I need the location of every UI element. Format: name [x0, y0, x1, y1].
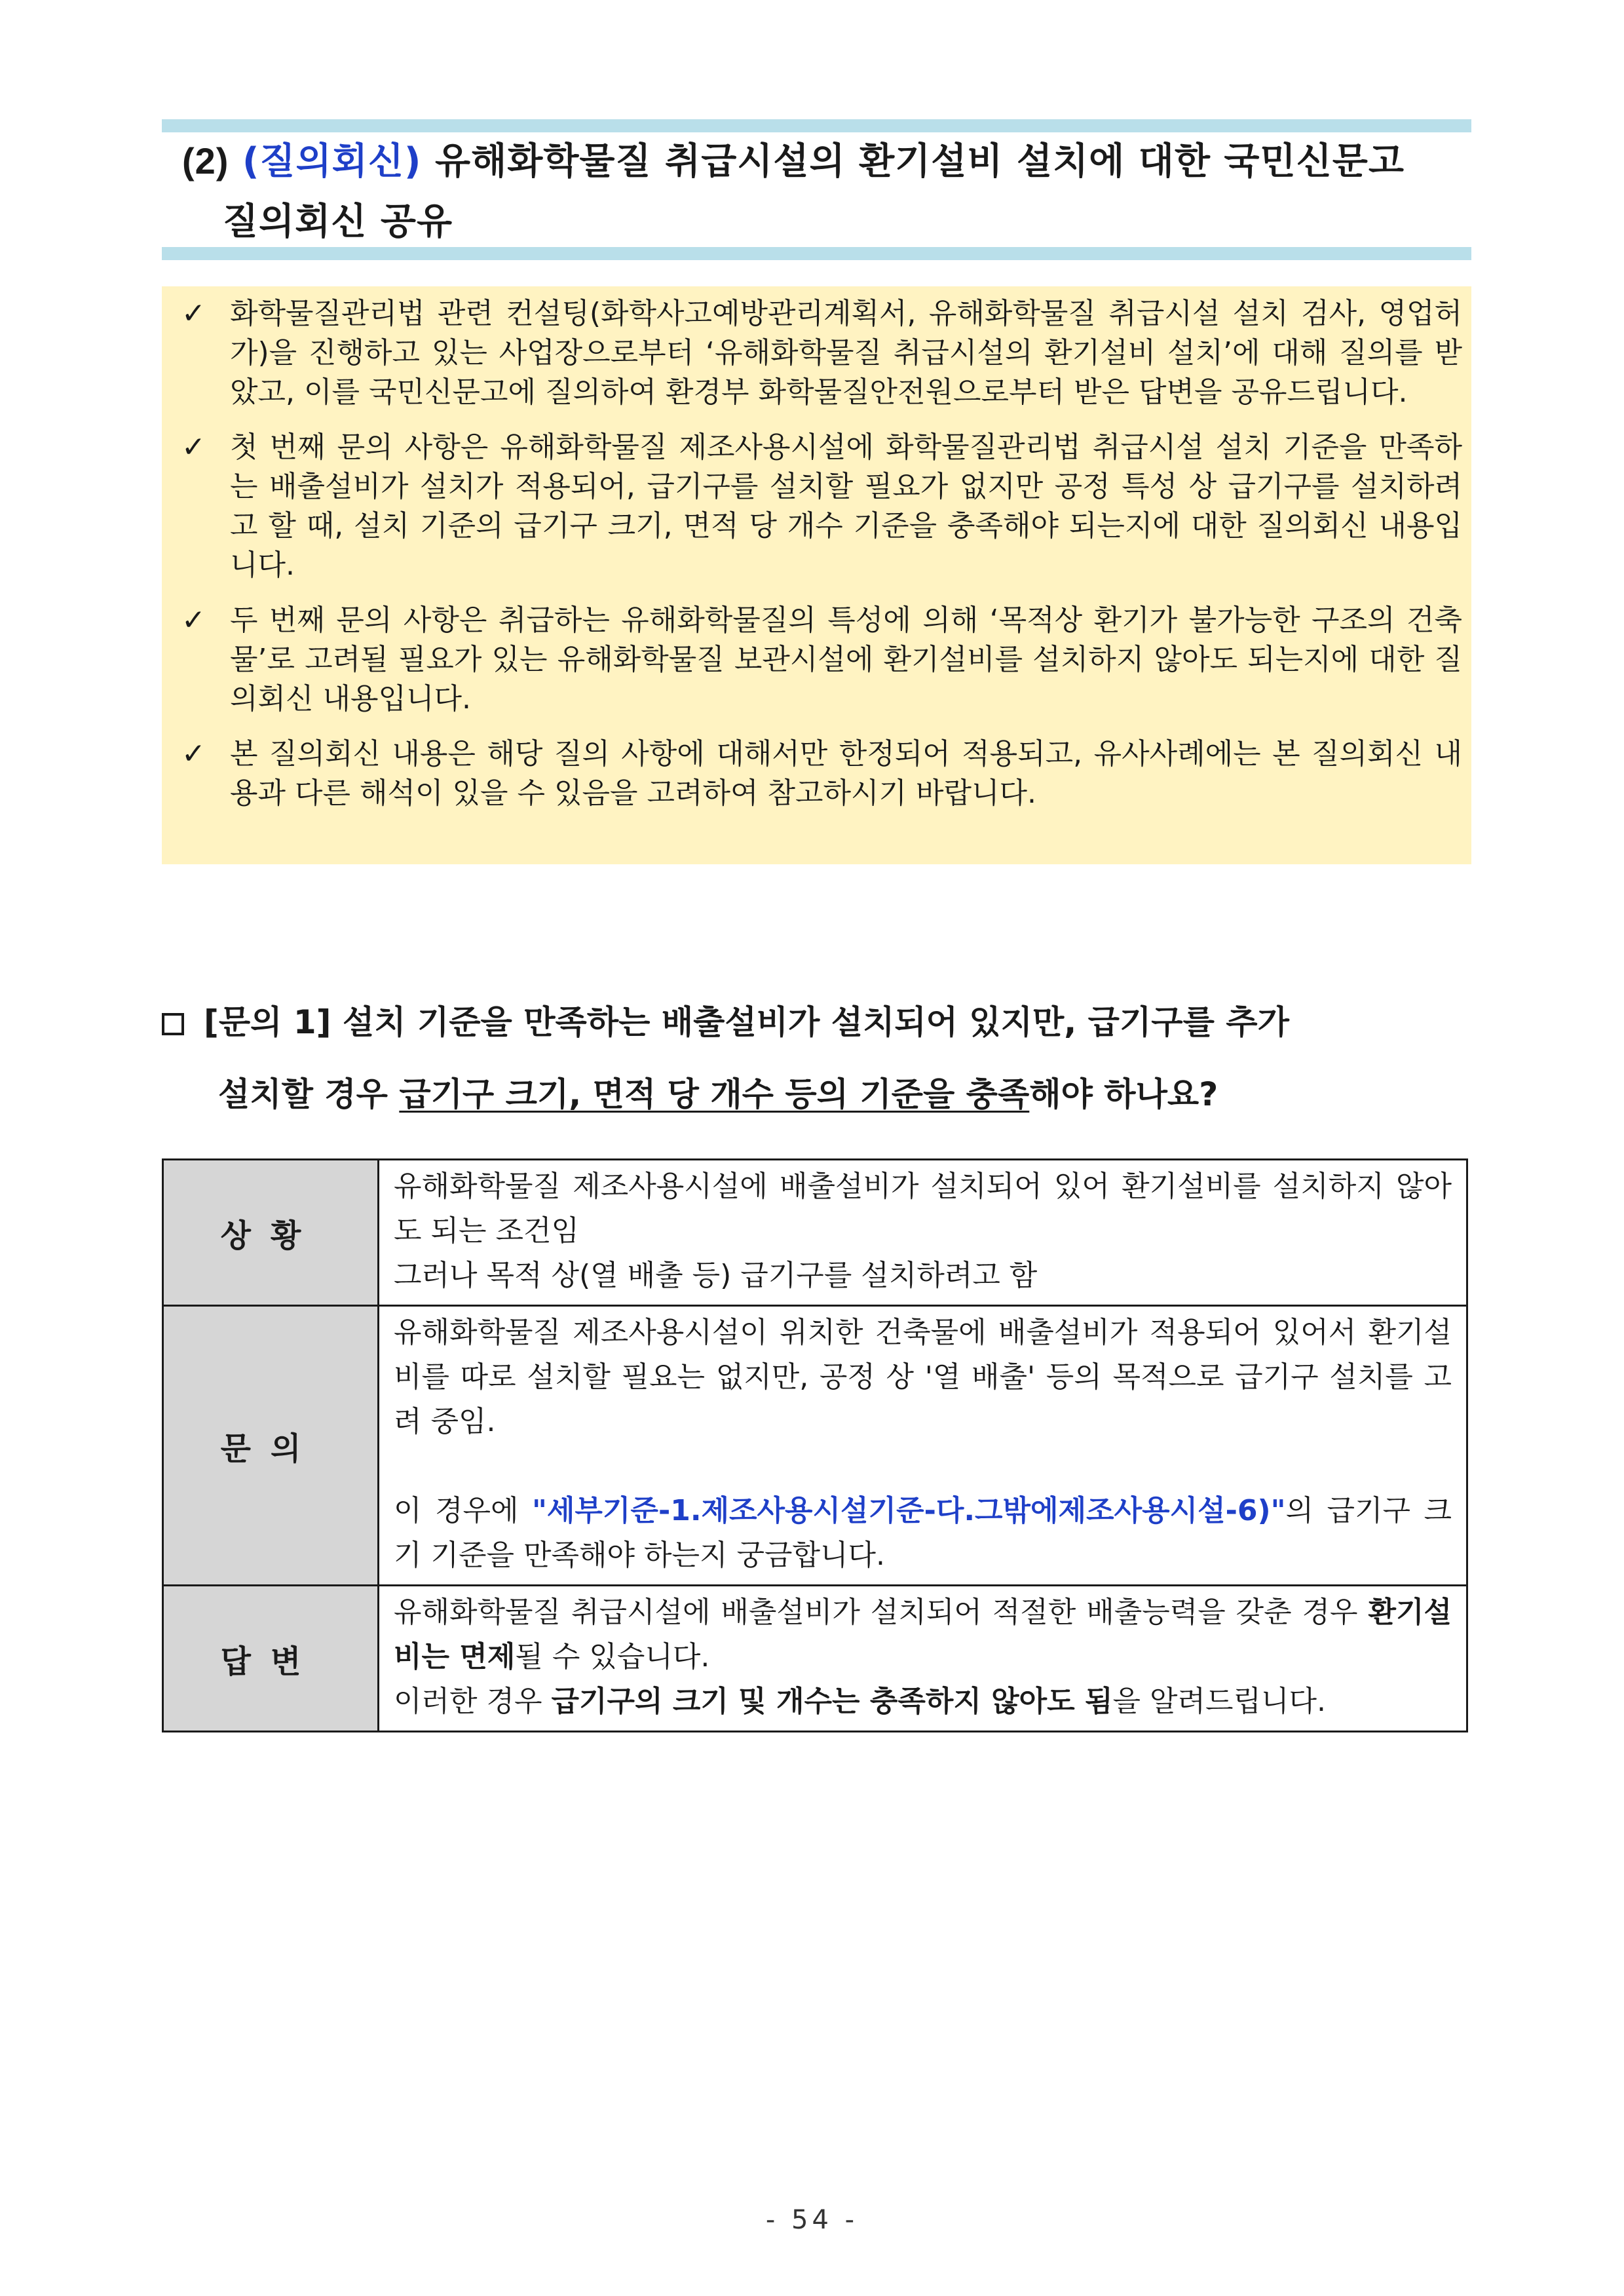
checkmark-icon: ✓ — [181, 603, 206, 637]
section-title-line2: 질의회신 공유 — [223, 201, 453, 243]
inquiry-label: 문의 — [163, 1306, 379, 1586]
regulation-reference: "세부기준-1.제조사용시설기준-다.그밖에제조사용시설-6)" — [532, 1494, 1286, 1527]
answer-content: 유해화학물질 취급시설에 배출설비가 설치되어 적절한 배출능력을 갖춘 경우 환기설비는 면제될 수 있습니다. 이러한 경우 급기구의 크기 및 개수는 충족하지 않아도 됨을 알려드립니다. — [379, 1586, 1467, 1732]
checkmark-icon: ✓ — [181, 297, 206, 330]
summary-box — [162, 286, 1471, 864]
question-line1: 설치 기준을 만족하는 배출설비가 설치되어 있지만, 급기구를 추가 — [342, 1003, 1289, 1041]
summary-item: ✓ 화학물질관리법 관련 컨설팅(화학사고예방관리계획서, 유해화학물질 취급시설 설치 검사, 영업허가)을 진행하고 있는 사업장으로부터 ‘유해화학물질 취급시설의 환기설비 설치’에 대해 질의를 받았고, 이를 국민신문고에 질의하여 환경부 화학물질안전원으로부터 받은 답변을 공유드립니다. — [181, 294, 1462, 412]
summary-item: ✓ 두 번째 문의 사항은 취급하는 유해화학물질의 특성에 의해 ‘목적상 환기가 불가능한 구조의 건축물’로 고려될 필요가 있는 유해화학물질 보관시설에 환기설비를 설치하지 않아도 되는지에 대한 질의회신 내용입니다. — [181, 601, 1462, 719]
situation-label: 상황 — [163, 1160, 379, 1306]
qa-table — [162, 1158, 1468, 1732]
question-prefix: [문의 1] — [204, 1003, 331, 1041]
table-row-answer — [163, 1586, 1467, 1732]
table-row-situation — [163, 1160, 1467, 1306]
section-title — [182, 131, 1466, 252]
title-top-rule — [162, 119, 1471, 132]
question-line2: 설치할 경우 급기구 크기, 면적 당 개수 등의 기준을 충족해야 하나요? — [218, 1075, 1218, 1113]
question-heading — [162, 986, 1471, 1130]
page-number: - 54 - — [765, 2205, 859, 2235]
inquiry-content: 유해화학물질 제조사용시설이 위치한 건축물에 배출설비가 적용되어 있어서 환기설비를 따로 설치할 필요는 없지만, 공정 상 '열 배출' 등의 목적으로 급기구 설치를 고려 중임. 이 경우에 "세부기준-1.제조사용시설기준-다.그밖에제조사용시설-6)"의 급기구 크기 기준을 만족해야 하는지 궁금합니다. — [379, 1306, 1467, 1586]
summary-item: ✓ 본 질의회신 내용은 해당 질의 사항에 대해서만 한정되어 적용되고, 유사사례에는 본 질의회신 내용과 다른 해석이 있을 수 있음을 고려하여 참고하시기 바랍니다. — [181, 735, 1462, 813]
question-underlined: 급기구 크기, 면적 당 개수 등의 기준을 충족 — [399, 1075, 1030, 1113]
situation-content: 유해화학물질 제조사용시설에 배출설비가 설치되어 있어 환기설비를 설치하지 않아도 되는 조건임 그러나 목적 상(열 배출 등) 급기구를 설치하려고 함 — [379, 1160, 1467, 1306]
checkbox-square-icon — [162, 1013, 184, 1035]
section-title-line1: 유해화학물질 취급시설의 환기설비 설치에 대한 국민신문고 — [435, 140, 1405, 183]
checkmark-icon: ✓ — [181, 430, 206, 464]
summary-item: ✓ 첫 번째 문의 사항은 유해화학물질 제조사용시설에 화학물질관리법 취급시설 설치 기준을 만족하는 배출설비가 설치가 적용되어, 급기구를 설치할 필요가 없지만 공정 특성 상 급기구를 설치하려고 할 때, 설치 기준의 급기구 크기, 면적 당 개수 기준을 충족해야 되는지에 대한 질의회신 내용입니다. — [181, 428, 1462, 585]
table-row-inquiry — [163, 1306, 1467, 1586]
title-bottom-rule — [162, 247, 1471, 260]
section-number: (2) — [182, 140, 229, 182]
section-tag: (질의회신) — [242, 140, 422, 183]
answer-label: 답변 — [163, 1586, 379, 1732]
checkmark-icon: ✓ — [181, 737, 206, 771]
summary-list — [181, 294, 1462, 813]
paragraph-spacer — [394, 1444, 1452, 1489]
